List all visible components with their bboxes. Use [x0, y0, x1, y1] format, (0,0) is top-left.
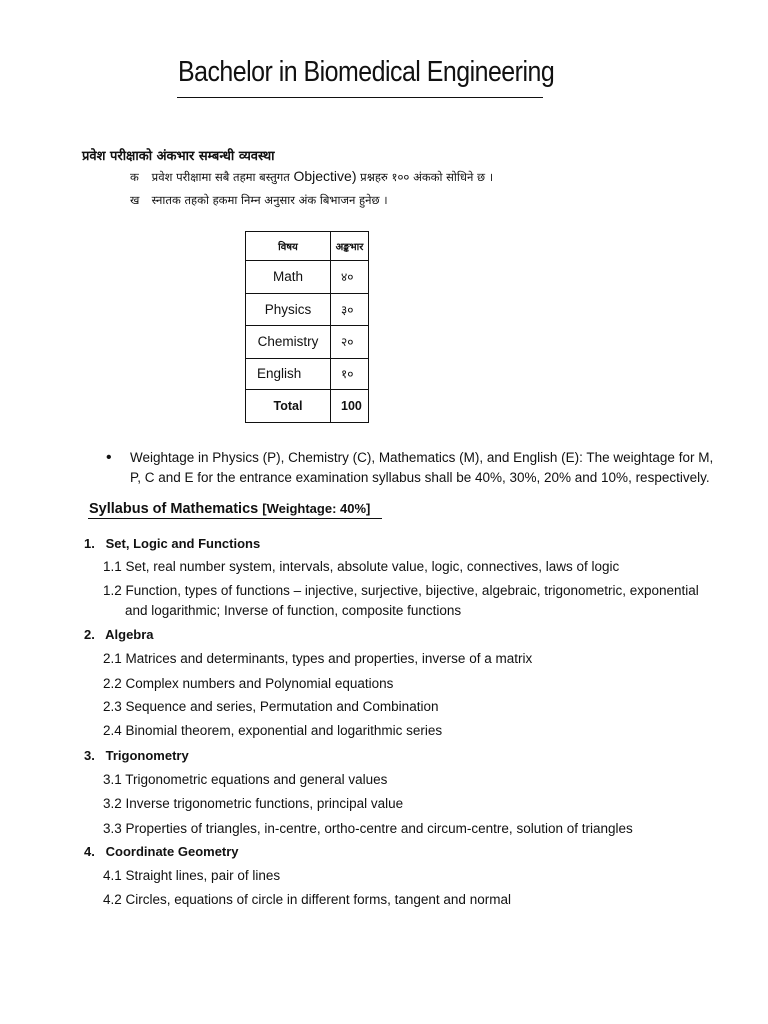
marks-cell: १०: [331, 358, 369, 390]
note-line-1-end: प्रश्नहरु १०० अंकको सोधिने छ ।: [360, 170, 494, 184]
admission-marks-heading: प्रवेश परीक्षाको अंकभार सम्बन्धी व्यवस्था: [82, 149, 275, 164]
subject-cell: Chemistry: [246, 326, 331, 359]
weightage-note-line-1: Weightage in Physics (P), Chemistry (C), Mathematics (M), and English (E): The weightage for M,: [130, 450, 714, 465]
syllabus-heading: [89, 501, 370, 517]
marks-cell: २०: [331, 326, 369, 359]
syllabus-item: 2.2 Complex numbers and Polynomial equations: [103, 676, 394, 691]
bullet-icon: •: [106, 449, 112, 466]
section-title: Algebra: [105, 627, 154, 642]
subject-cell: Physics: [246, 293, 331, 326]
table-header-row: [246, 232, 369, 261]
admission-note-line-2: [130, 193, 388, 208]
marks-distribution-table: [245, 231, 369, 423]
admission-note-line-1: [130, 168, 493, 185]
section-title: Trigonometry: [105, 748, 189, 763]
section-title: Set, Logic and Functions: [105, 536, 261, 551]
subject-cell: English: [246, 358, 331, 390]
table-row: [246, 326, 369, 359]
section-number: 1.: [84, 536, 95, 551]
section-heading: [84, 748, 189, 763]
table-row: [246, 293, 369, 326]
objective-word: Objective): [293, 168, 357, 184]
document-title: Bachelor in Biomedical Engineering: [178, 56, 555, 88]
syllabus-item: 3.2 Inverse trigonometric functions, principal value: [103, 796, 404, 811]
syllabus-title: Syllabus of Mathematics: [89, 501, 259, 517]
section-number: 4.: [84, 844, 95, 859]
marks-column-header: अङ्कभार: [331, 232, 369, 261]
total-value-cell: 100: [331, 390, 369, 423]
table-row: [246, 261, 369, 294]
weightage-note-line-2: P, C and E for the entrance examination syllabus shall be 40%, 30%, 20% and 10%, respectively.: [130, 470, 710, 485]
syllabus-item: 4.1 Straight lines, pair of lines: [103, 868, 281, 883]
syllabus-item: 2.4 Binomial theorem, exponential and logarithmic series: [103, 723, 443, 738]
title-underline: [177, 97, 543, 98]
section-title: Coordinate Geometry: [105, 844, 239, 859]
section-number: 3.: [84, 748, 95, 763]
table-row: [246, 358, 369, 390]
syllabus-weightage: [Weightage: 40%]: [262, 501, 371, 516]
total-label-cell: Total: [246, 390, 331, 423]
section-heading: [84, 844, 239, 859]
note-marker-ka: क: [130, 170, 139, 184]
syllabus-item: 2.3 Sequence and series, Permutation and Combination: [103, 699, 439, 714]
syllabus-item: 1.1 Set, real number system, intervals, absolute value, logic, connectives, laws of logic: [103, 559, 620, 574]
syllabus-item: 1.2 Function, types of functions – injective, surjective, bijective, algebraic, trigonometric, exponential: [103, 583, 699, 598]
syllabus-item-continuation: and logarithmic; Inverse of function, composite functions: [125, 603, 462, 618]
syllabus-item: 3.3 Properties of triangles, in-centre, ortho-centre and circum-centre, solution of triangles: [103, 821, 633, 836]
section-heading: [84, 536, 260, 551]
syllabus-item: 2.1 Matrices and determinants, types and properties, inverse of a matrix: [103, 651, 533, 666]
subject-cell: Math: [246, 261, 331, 294]
section-heading: [84, 627, 154, 642]
syllabus-heading-underline: [88, 518, 382, 519]
note-line-1-text: प्रवेश परीक्षामा सबै तहमा बस्तुगत: [151, 170, 290, 184]
table-total-row: [246, 390, 369, 423]
marks-cell: ४०: [331, 261, 369, 294]
marks-cell: ३०: [331, 293, 369, 326]
syllabus-item: 4.2 Circles, equations of circle in different forms, tangent and normal: [103, 892, 511, 907]
syllabus-item: 3.1 Trigonometric equations and general values: [103, 772, 388, 787]
subject-column-header: विषय: [246, 232, 331, 261]
note-line-2-text: स्नातक तहको हकमा निम्न अनुसार अंक बिभाजन हुनेछ ।: [151, 193, 388, 207]
section-number: 2.: [84, 627, 95, 642]
note-marker-kha: ख: [130, 193, 140, 207]
